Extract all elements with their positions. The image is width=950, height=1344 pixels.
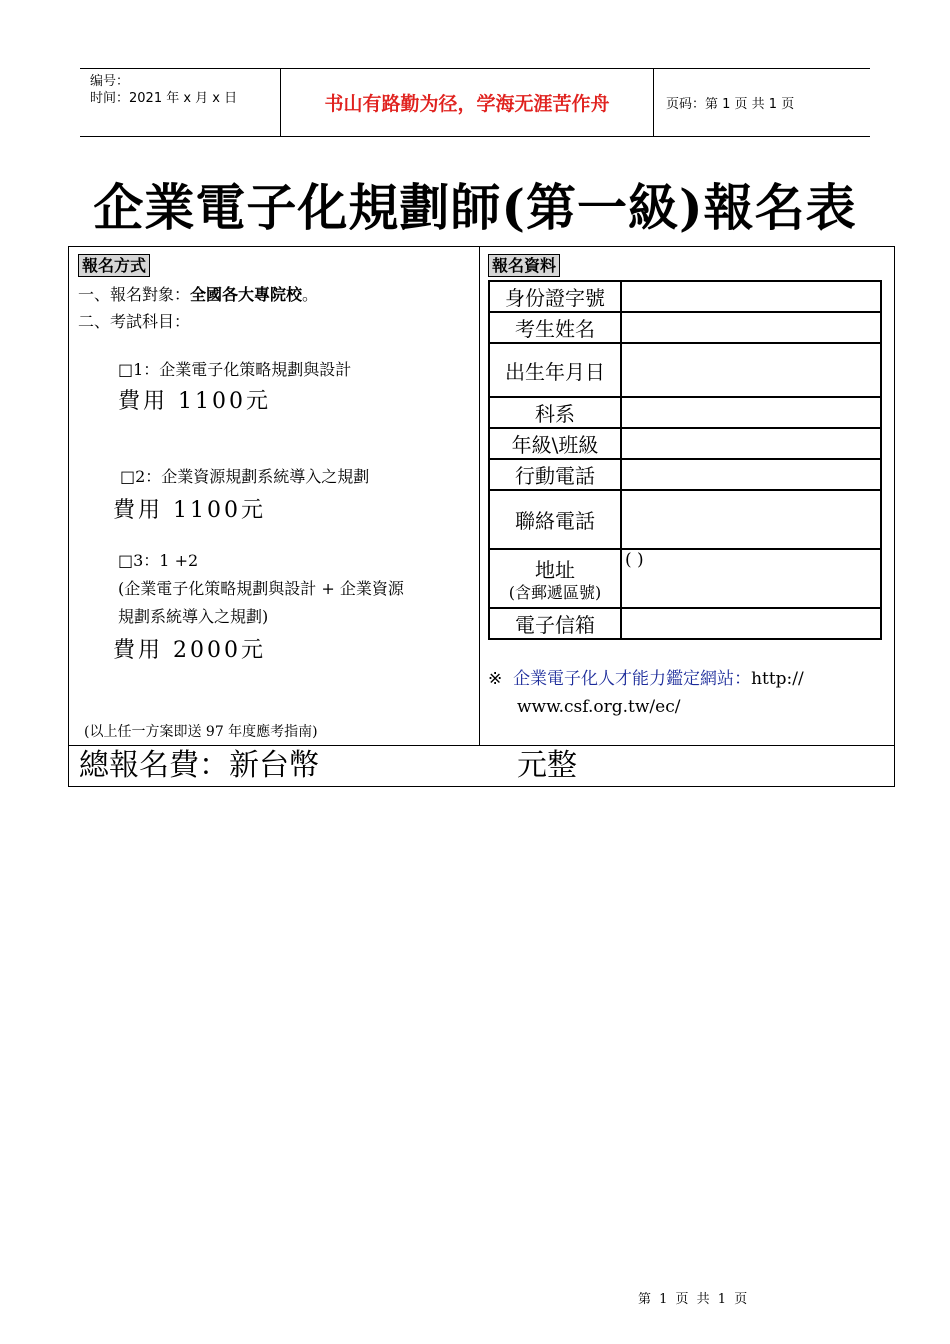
- column-divider: [479, 247, 480, 745]
- address-label-main: 地址: [535, 558, 575, 582]
- header-meta: [80, 69, 281, 136]
- grade-class-field[interactable]: [621, 428, 881, 459]
- department-field[interactable]: [621, 397, 881, 428]
- registration-form: [68, 246, 895, 787]
- option2-checkbox[interactable]: □2：企業資源規劃系統導入之規劃: [120, 467, 370, 486]
- grade-class-label: 年級\班級: [489, 428, 621, 459]
- number-label: 编号：: [90, 74, 130, 89]
- date-label: 时间：2021 年 x 月 x 日: [90, 91, 238, 106]
- registration-method-label: 報名方式: [78, 254, 150, 277]
- page-title: 企業電子化規劃師(第一級)報名表: [93, 178, 857, 237]
- guide-note: (以上任一方案即送 97 年度應考指南): [84, 724, 318, 740]
- option3-detail2: 規劃系統導入之規劃): [118, 607, 269, 626]
- target-prefix: 一、報名對象：: [78, 285, 191, 304]
- total-fee-row: [69, 745, 894, 787]
- email-label: 電子信箱: [489, 608, 621, 639]
- name-field[interactable]: [621, 312, 881, 343]
- mobile-label: 行動電話: [489, 459, 621, 490]
- name-label: 考生姓名: [489, 312, 621, 343]
- fee3: 費用 2000元: [113, 638, 266, 663]
- contact-phone-field[interactable]: [621, 490, 881, 549]
- target-suffix: 。: [302, 285, 319, 304]
- website-note: [488, 665, 804, 721]
- website-url-part2[interactable]: www.csf.org.tw/ec/: [517, 697, 681, 717]
- fee1: 費用 1100元: [118, 389, 271, 414]
- website-url-part1[interactable]: http://: [751, 669, 804, 689]
- birth-date-label: 出生年月日: [489, 343, 621, 397]
- total-fee-label: 總報名費：新台幣: [79, 748, 319, 783]
- address-label-sub: (含郵遞區號): [508, 583, 602, 602]
- total-fee-unit: 元整: [517, 748, 577, 783]
- reference-mark: ※: [488, 669, 503, 689]
- fee2: 費用 1100元: [113, 498, 266, 523]
- registration-data-label: 報名資料: [488, 254, 560, 277]
- website-colon: ：: [734, 669, 752, 689]
- footer-page-number: 第 1 页 共 1 页: [638, 1292, 750, 1307]
- target-value: 全國各大專院校: [190, 285, 303, 304]
- address-label: [489, 549, 621, 608]
- page-header: [80, 68, 870, 137]
- department-label: 科系: [489, 397, 621, 428]
- birth-date-field[interactable]: [621, 343, 881, 397]
- option3-checkbox[interactable]: □3：1 +2: [118, 551, 199, 570]
- website-name: 企業電子化人才能力鑑定網站: [513, 669, 735, 689]
- subjects-line: 二、考試科目：: [78, 312, 191, 331]
- option1-checkbox[interactable]: □1：企業電子化策略規劃與設計: [118, 360, 352, 379]
- email-field[interactable]: [621, 608, 881, 639]
- id-number-label: 身份證字號: [489, 281, 621, 312]
- id-number-field[interactable]: [621, 281, 881, 312]
- address-field[interactable]: ( ): [621, 549, 881, 608]
- option3-detail1: (企業電子化策略規劃與設計 + 企業資源: [118, 579, 404, 598]
- registration-data-table: [488, 280, 882, 640]
- header-page-info: 页码：第 1 页 共 1 页: [666, 97, 795, 112]
- target-line: [78, 285, 318, 305]
- header-motto: 书山有路勤为径，学海无涯苦作舟: [281, 69, 654, 136]
- contact-phone-label: 聯絡電話: [489, 490, 621, 549]
- mobile-field[interactable]: [621, 459, 881, 490]
